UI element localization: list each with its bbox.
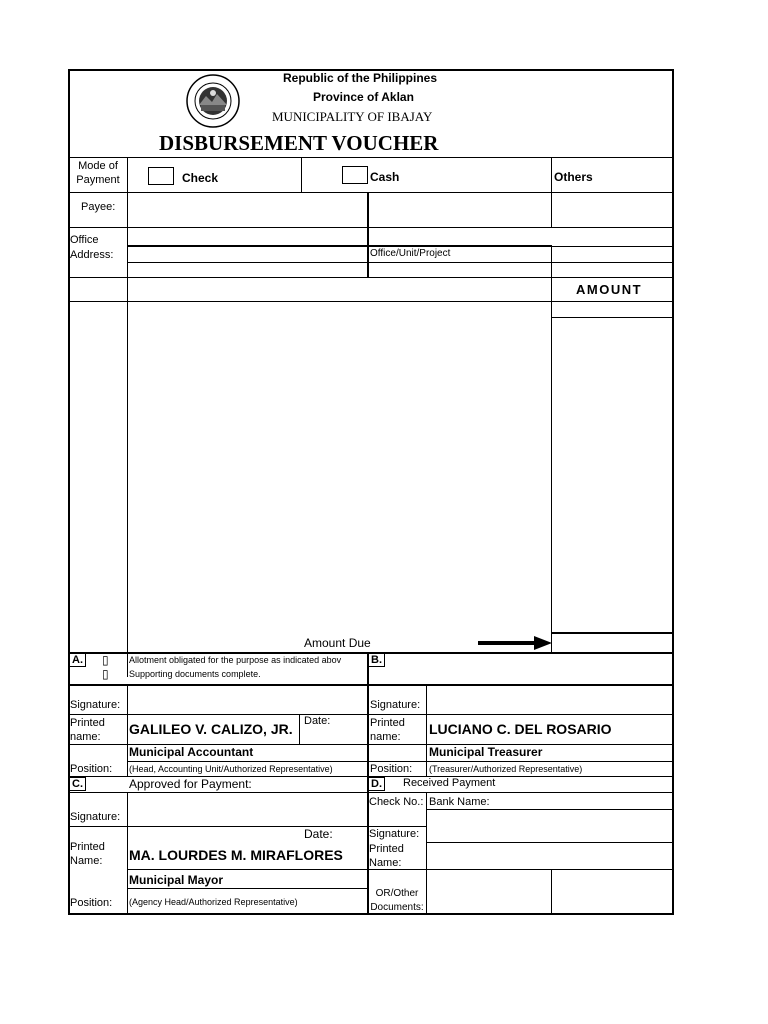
arrow-right-icon bbox=[478, 636, 552, 650]
section-c-date-label: Date: bbox=[304, 827, 333, 841]
section-d-label: D. bbox=[368, 777, 385, 791]
received-payment-text: Received Payment bbox=[403, 777, 496, 789]
check-option-label: Check bbox=[182, 171, 219, 185]
section-d-signature-label: Signature: bbox=[369, 828, 420, 840]
section-c-printed-name-label: Printed Name: bbox=[70, 841, 105, 867]
frame-right bbox=[672, 69, 674, 915]
amount-due-label: Amount Due bbox=[304, 636, 371, 650]
rule bbox=[127, 869, 367, 870]
bank-name-field[interactable] bbox=[428, 811, 672, 841]
rule bbox=[551, 632, 673, 634]
cash-checkbox[interactable] bbox=[342, 166, 368, 184]
frame-top bbox=[68, 69, 674, 71]
section-a-signature-field[interactable] bbox=[129, 687, 365, 713]
treasurer-position-title: Municipal Treasurer bbox=[429, 745, 543, 759]
section-b-printed-name-label: Printed name: bbox=[370, 717, 405, 743]
section-c-signature-label: Signature: bbox=[70, 811, 121, 823]
section-a-signature-label: Signature: bbox=[70, 699, 121, 711]
office-address-field[interactable] bbox=[129, 229, 365, 244]
rule bbox=[426, 809, 673, 810]
section-b-label: B. bbox=[368, 653, 385, 667]
rule bbox=[551, 246, 552, 277]
rule bbox=[68, 684, 674, 686]
rule bbox=[127, 685, 128, 777]
page-title: DISBURSEMENT VOUCHER bbox=[159, 131, 439, 155]
municipal-seal bbox=[186, 74, 240, 128]
rule bbox=[551, 246, 673, 247]
rule bbox=[367, 826, 427, 827]
section-b-position-label: Position: bbox=[370, 763, 413, 775]
allotment-checkbox[interactable]: ▯ bbox=[102, 653, 109, 667]
office-unit-project-label: Office/Unit/Project bbox=[370, 248, 451, 259]
accountant-position-title: Municipal Accountant bbox=[129, 745, 254, 759]
particulars-area[interactable] bbox=[70, 303, 549, 633]
amount-due-field[interactable] bbox=[553, 635, 671, 651]
rule bbox=[68, 277, 673, 278]
section-a-date-label: Date: bbox=[304, 715, 331, 727]
approved-for-payment-text: Approved for Payment: bbox=[129, 777, 252, 791]
bank-name-label: Bank Name: bbox=[429, 796, 490, 808]
rule bbox=[68, 301, 673, 302]
treasurer-name: LUCIANO C. DEL ROSARIO bbox=[429, 721, 612, 737]
mode-of-payment-label: Mode of Payment bbox=[76, 160, 120, 186]
cash-option-label: Cash bbox=[370, 170, 400, 184]
or-date-field[interactable] bbox=[553, 871, 671, 912]
treasurer-position-desc: (Treasurer/Authorized Representative) bbox=[429, 764, 583, 774]
rule bbox=[127, 888, 367, 889]
accountant-position-desc: (Head, Accounting Unit/Authorized Representative) bbox=[129, 764, 333, 774]
rule bbox=[68, 792, 673, 793]
republic-text: Republic of the Philippines bbox=[283, 71, 438, 85]
section-d-printed-name-label: Printed Name: bbox=[369, 843, 404, 869]
rule bbox=[301, 157, 302, 192]
section-a-position-label: Position: bbox=[70, 763, 113, 775]
section-b-signature-field[interactable] bbox=[428, 687, 672, 713]
documents-complete-text: Supporting documents complete. bbox=[129, 669, 261, 679]
rule bbox=[127, 792, 128, 913]
rule bbox=[551, 277, 552, 652]
check-checkbox[interactable] bbox=[148, 167, 174, 185]
mayor-position-desc: (Agency Head/Authorized Representative) bbox=[129, 897, 298, 907]
rule bbox=[426, 685, 427, 776]
payee-label: Payee: bbox=[81, 201, 116, 213]
municipality-text: MUNICIPALITY OF IBAJAY bbox=[272, 109, 433, 124]
rule bbox=[426, 842, 673, 843]
rule bbox=[68, 192, 673, 193]
section-c-signature-field[interactable] bbox=[129, 794, 365, 824]
rule bbox=[426, 792, 427, 913]
section-a-label: A. bbox=[69, 653, 86, 667]
rule bbox=[68, 157, 673, 158]
rule bbox=[367, 192, 369, 277]
others-option-label: Others bbox=[554, 170, 593, 184]
rule bbox=[551, 869, 552, 913]
rule bbox=[68, 714, 673, 715]
accountant-name: GALILEO V. CALIZO, JR. bbox=[129, 721, 293, 737]
rule bbox=[127, 761, 673, 762]
or-number-field[interactable] bbox=[428, 871, 550, 912]
rule bbox=[127, 245, 552, 247]
office-address-label: Office Address: bbox=[70, 234, 114, 261]
documents-checkbox[interactable]: ▯ bbox=[102, 667, 109, 681]
allotment-certification-text: Allotment obligated for the purpose as indicated abov bbox=[129, 655, 342, 665]
rule bbox=[68, 227, 673, 228]
mayor-position-title: Municipal Mayor bbox=[129, 873, 224, 887]
mayor-name: MA. LOURDES M. MIRAFLORES bbox=[129, 847, 343, 863]
section-c-label: C. bbox=[69, 777, 86, 791]
section-d-signature-field[interactable] bbox=[428, 844, 672, 868]
or-other-documents-label: OR/Other Documents: bbox=[370, 888, 424, 913]
section-c-position-label: Position: bbox=[70, 897, 113, 909]
amount-column[interactable] bbox=[553, 319, 671, 631]
section-a-printed-name-label: Printed name: bbox=[70, 717, 105, 743]
check-no-label: Check No.: bbox=[369, 796, 424, 808]
province-text: Province of Aklan bbox=[313, 90, 414, 104]
rule bbox=[299, 714, 300, 744]
amount-header: AMOUNT bbox=[576, 282, 643, 297]
payee-field[interactable] bbox=[129, 194, 365, 226]
section-b-signature-label: Signature: bbox=[370, 699, 421, 711]
rule bbox=[127, 262, 673, 263]
rule bbox=[551, 317, 673, 318]
